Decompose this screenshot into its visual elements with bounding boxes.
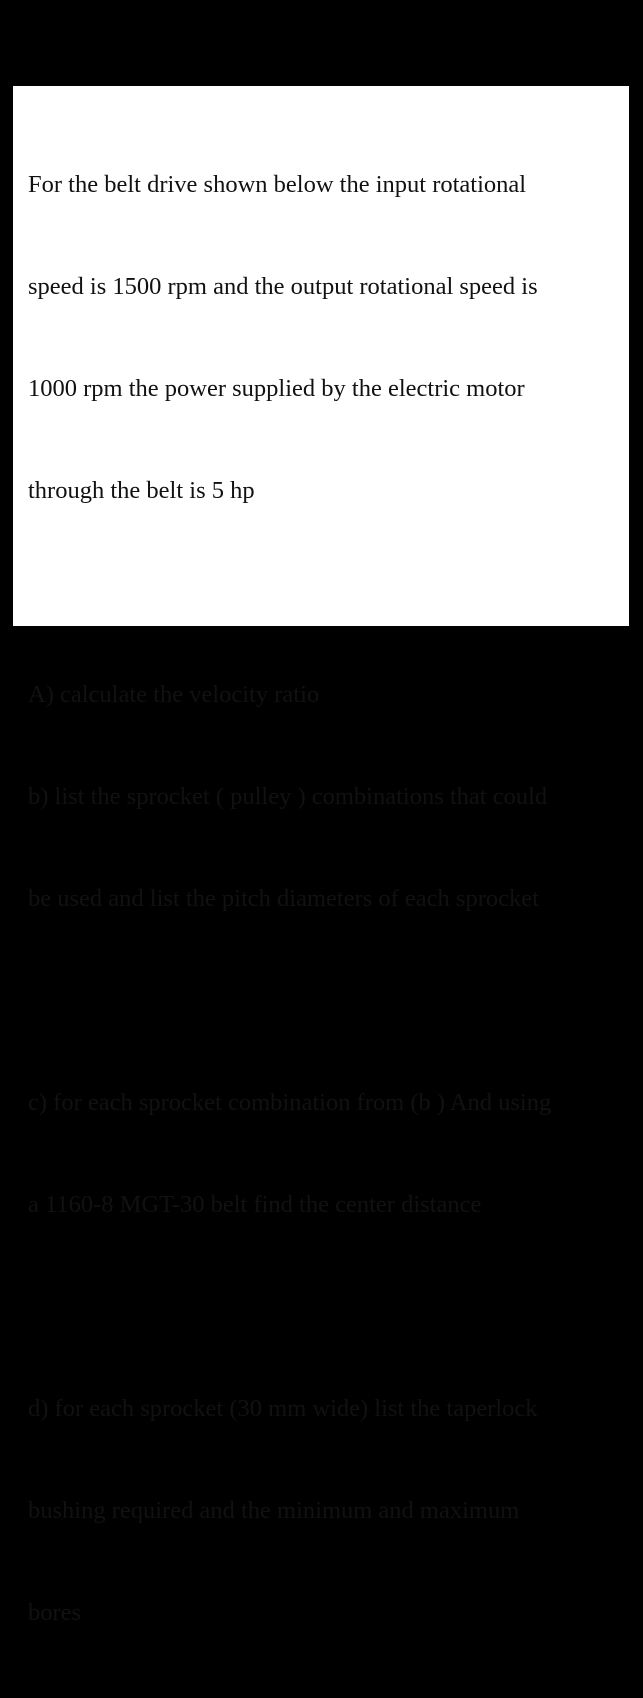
text-line: 1000 rpm the power supplied by the electric motor <box>28 375 525 402</box>
text-line: through the belt is 5 hp <box>28 477 255 504</box>
question-c <box>28 1018 619 1290</box>
text-line: speed is 1500 rpm and the output rotational speed is <box>28 273 538 300</box>
text-line: be used and list the pitch diameters of each sprocket <box>28 885 539 912</box>
text-line: A) calculate the velocity ratio <box>28 681 320 708</box>
question-card <box>13 86 629 1626</box>
text-line: bushing required and the minimum and maximum <box>28 1497 520 1524</box>
text-line: For the belt drive shown below the input rotational <box>28 171 527 198</box>
question-a-b <box>28 610 619 984</box>
problem-statement <box>28 100 619 576</box>
text-line: b) list the sprocket ( pulley ) combinations that could <box>28 783 548 810</box>
text-line: a 1160-8 MGT-30 belt find the center distance <box>28 1191 482 1218</box>
text-line: c) for each sprocket combination from (b ) And using <box>28 1089 552 1116</box>
text-line: d) for each sprocket (30 mm wide) list the taperlock <box>28 1395 538 1422</box>
text-line: bores <box>28 1599 82 1626</box>
question-d <box>28 1324 619 1698</box>
